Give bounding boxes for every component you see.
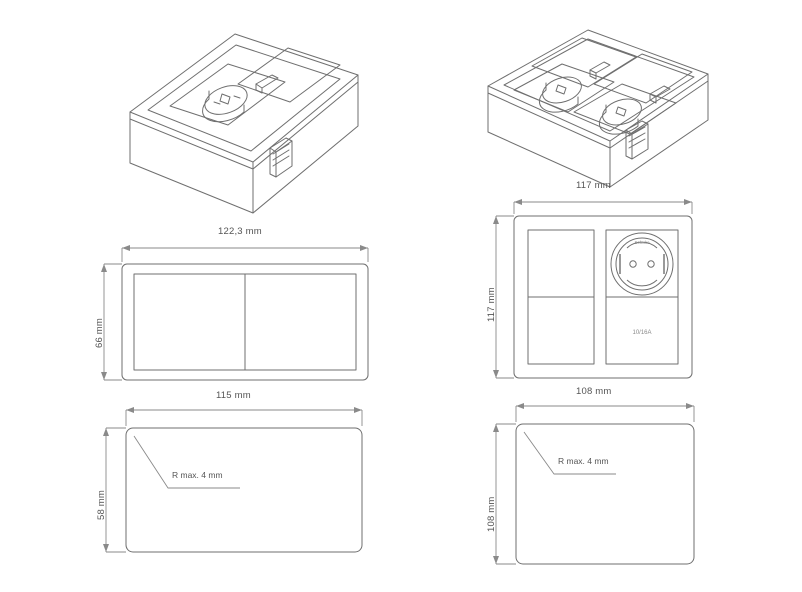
socket-pin-left [630,261,636,267]
top-right-height-label: 117 mm [486,287,497,322]
inner-opening [504,39,694,131]
cutout-left-radius-note: R max. 4 mm [172,470,223,480]
socket-marking-text: 10/16A [632,330,652,336]
isometric-view-left [110,20,380,190]
top-view-left [90,228,390,398]
cutout-outline [516,424,694,564]
cutout-outline [126,428,362,552]
top-left-height-label: 66 mm [94,317,105,348]
isometric-view-right [470,14,770,194]
lid-panel-left [532,38,636,87]
cutout-right-height-label: 108 mm [486,496,497,532]
cutout-right-radius-note: R max. 4 mm [558,456,609,466]
cutout-left-height-label: 58 mm [96,489,107,520]
cutout-view-right [480,386,720,582]
cutout-right-width-label: 108 mm [576,386,612,397]
radius-leader [134,436,240,488]
cutout-view-left [90,390,390,576]
top-view-right [480,182,720,397]
well-cavity-right [574,84,676,134]
cutout-left-width-label: 115 mm [216,390,251,401]
socket-inner-circle [616,238,668,290]
lid-panel-right [594,54,692,103]
radius-leader [524,432,616,474]
well-cavity [170,64,285,125]
socket-pin-right [648,261,654,267]
side-clip [270,138,292,177]
top-right-width-label: 117 mm [576,180,611,191]
inner-opening [148,45,340,151]
lid-panel-closed [238,48,340,102]
top-left-width-label: 122,3 mm [218,226,262,237]
socket-brand-text: Schuko [634,240,650,245]
